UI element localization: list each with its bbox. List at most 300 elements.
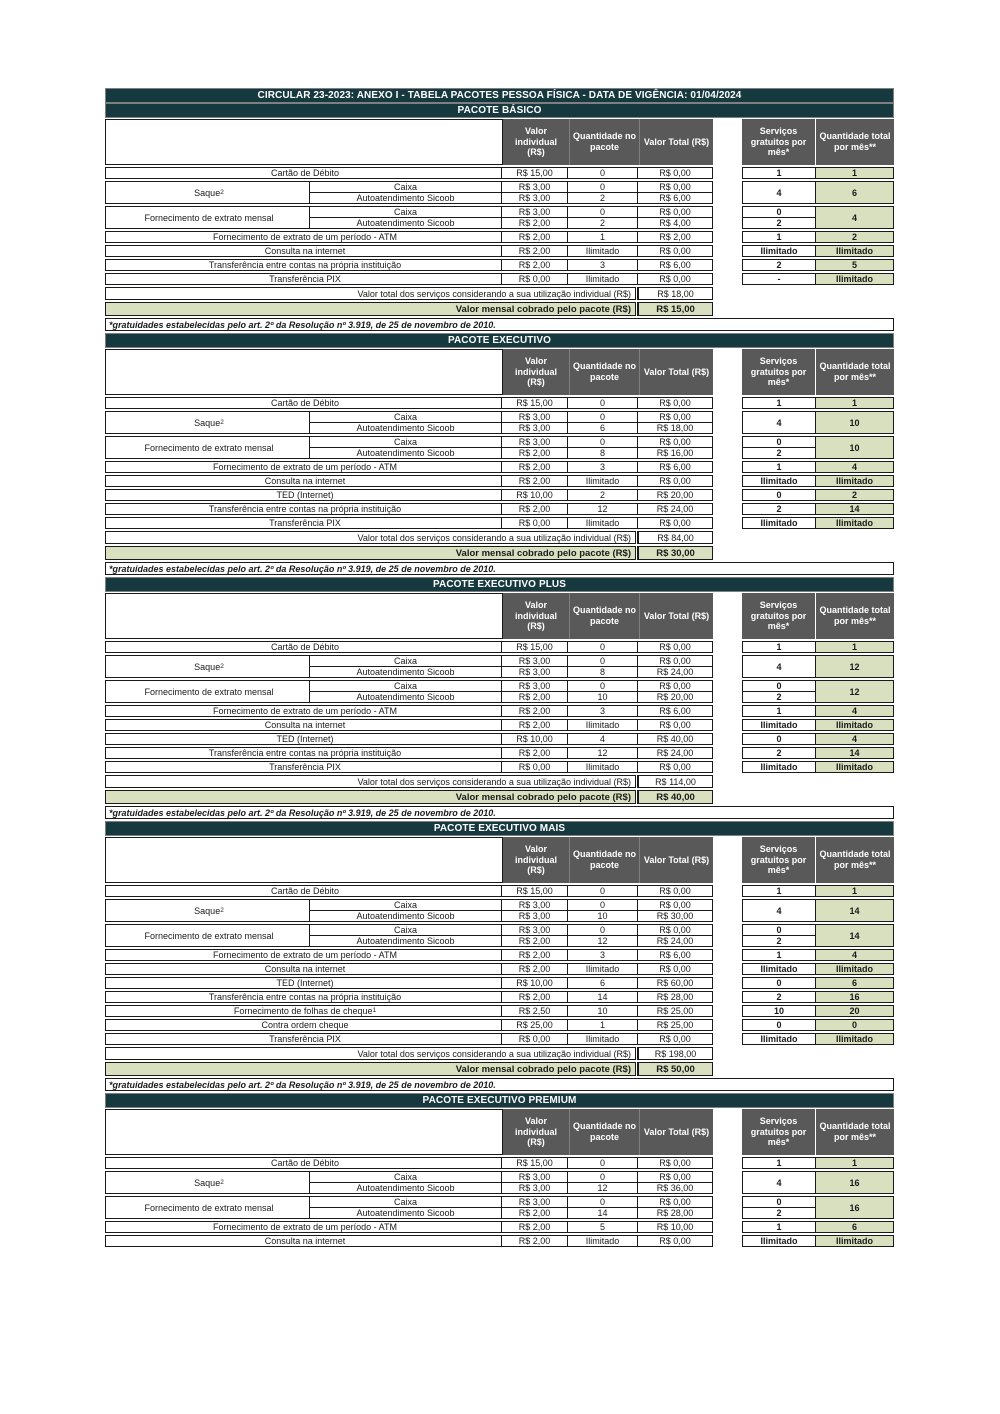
header-gap <box>713 119 742 165</box>
free-services-cell: Ilimitado <box>760 518 798 528</box>
valor-individual-cell: R$ 2,50 <box>502 1006 568 1016</box>
free-services-cell: 2 <box>743 447 815 458</box>
service-name-cell: Transferência PIX <box>106 274 502 284</box>
free-services-box <box>742 991 894 1003</box>
valor-total-cell: R$ 10,00 <box>656 1222 694 1232</box>
month-total-cell: 16 <box>816 1197 893 1218</box>
quantidade-cell: 10 <box>568 1006 638 1016</box>
column-header-row <box>105 349 894 395</box>
free-services-column <box>743 978 816 988</box>
valor-individual-cell: R$ 2,00 <box>502 992 568 1002</box>
sub-rows <box>502 950 712 960</box>
sub-row <box>310 437 712 447</box>
month-total-cell: 4 <box>816 734 893 744</box>
row-gap <box>713 641 742 653</box>
sub-service-cell: Autoatendimento Sicoob <box>310 423 502 433</box>
total-services-value: R$ 18,00 <box>637 287 713 300</box>
package-section <box>105 333 894 575</box>
sub-row <box>310 900 712 910</box>
service-name-cell: Fornecimento de extrato de um período - ATM <box>106 706 502 716</box>
free-services-box <box>742 1171 894 1194</box>
quantidade-cell: 3 <box>568 260 638 270</box>
sub-rows <box>502 734 712 744</box>
valor-individual-cell: R$ 2,00 <box>502 692 568 702</box>
header-valor-individual: Valor individual (R$) <box>514 125 557 158</box>
sub-row <box>502 734 712 744</box>
footnote: *gratuidades estabelecidas pelo art. 2º da Resolução nº 3.919, de 25 de novembro de 2010. <box>105 806 894 819</box>
sub-row <box>310 412 712 422</box>
service-main-box <box>105 259 713 271</box>
quantidade-cell: 0 <box>568 398 638 408</box>
month-total-cell: Ilimitado <box>816 1236 893 1246</box>
service-name-cell: Transferência entre contas na própria instituição <box>106 260 502 270</box>
service-name-cell: Fornecimento de extrato de um período - ATM <box>106 462 502 472</box>
service-row <box>105 503 894 515</box>
valor-individual-cell: R$ 10,00 <box>502 978 568 988</box>
free-services-cell: 4 <box>776 187 782 198</box>
row-gap <box>713 1157 742 1169</box>
valor-individual-cell: R$ 3,00 <box>502 193 568 203</box>
month-total-cell: Ilimitado <box>816 274 893 284</box>
valor-total-cell: R$ 20,00 <box>656 490 694 500</box>
month-total-cell: 4 <box>816 207 893 228</box>
sub-service-cell: Autoatendimento Sicoob <box>310 911 502 921</box>
service-name-cell: Fornecimento de extrato de um período - ATM <box>106 1222 502 1232</box>
month-total-cell: 4 <box>816 706 893 716</box>
sub-row <box>502 1006 712 1016</box>
service-name-cell: Cartão de Débito <box>106 642 502 652</box>
sub-service-cell: Caixa <box>310 656 502 666</box>
service-main-box <box>105 231 713 243</box>
header-valor-total: Valor Total (R$) <box>639 119 713 165</box>
valor-total-cell: R$ 24,00 <box>656 936 694 946</box>
valor-total-cell: R$ 0,00 <box>659 642 691 652</box>
header-right-group <box>742 837 894 883</box>
header-left-spacer <box>105 593 503 639</box>
service-row <box>105 719 894 731</box>
service-row <box>105 206 894 229</box>
valor-individual-cell: R$ 3,00 <box>502 681 568 691</box>
valor-individual-cell: R$ 2,00 <box>502 1236 568 1246</box>
quantidade-cell: 1 <box>568 232 638 242</box>
header-servicos-gratuitos: Serviços gratuitos por mês* <box>750 599 807 632</box>
valor-individual-cell: R$ 10,00 <box>502 734 568 744</box>
free-services-cell: Ilimitado <box>760 964 798 974</box>
free-services-box <box>742 1221 894 1233</box>
sub-service-cell: Autoatendimento Sicoob <box>310 448 502 458</box>
free-services-cell: 0 <box>776 437 782 447</box>
valor-individual-cell: R$ 0,00 <box>502 518 568 528</box>
valor-total-cell: R$ 0,00 <box>659 437 691 447</box>
free-services-cell: 2 <box>776 504 782 514</box>
free-services-cell: 4 <box>776 661 782 672</box>
header-quantidade-pacote: Quantidade no pacote <box>569 349 639 395</box>
sub-rows <box>502 246 712 256</box>
service-main-box <box>105 885 713 897</box>
monthly-fee-value: R$ 30,00 <box>637 546 713 560</box>
valor-individual-cell: R$ 3,00 <box>502 667 568 677</box>
free-services-cell: 2 <box>776 992 782 1002</box>
valor-individual-cell: R$ 2,00 <box>502 1222 568 1232</box>
month-total-cell: 1 <box>816 168 893 178</box>
column-header-row <box>105 119 894 165</box>
service-name-cell: Cartão de Débito <box>106 398 502 408</box>
sub-rows <box>502 260 712 270</box>
package-section <box>105 577 894 819</box>
header-left-spacer <box>105 119 503 165</box>
quantidade-cell: 12 <box>568 504 638 514</box>
quantidade-cell: Ilimitado <box>568 274 638 284</box>
service-row <box>105 245 894 257</box>
quantidade-cell: 0 <box>568 886 638 896</box>
month-total-cell: 1 <box>816 642 893 652</box>
row-gap <box>713 273 742 285</box>
free-services-box <box>742 924 894 947</box>
header-main-group <box>503 119 713 165</box>
service-main-box <box>105 1019 713 1031</box>
valor-total-cell: R$ 0,00 <box>659 1197 691 1207</box>
quantidade-cell: 0 <box>568 1172 638 1182</box>
month-total-cell: Ilimitado <box>816 246 893 256</box>
valor-individual-cell: R$ 2,00 <box>502 218 568 228</box>
sub-rows <box>502 274 712 284</box>
quantidade-cell: Ilimitado <box>568 720 638 730</box>
free-services-box <box>742 245 894 257</box>
free-services-column <box>743 246 816 256</box>
free-services-column <box>743 412 816 433</box>
sub-rows <box>502 978 712 988</box>
sub-rows <box>502 720 712 730</box>
free-services-column <box>743 925 816 946</box>
free-services-cell: Ilimitado <box>760 1034 798 1044</box>
month-total-cell: Ilimitado <box>816 762 893 772</box>
valor-individual-cell: R$ 2,00 <box>502 706 568 716</box>
monthly-fee-row <box>105 302 894 316</box>
header-gap <box>713 593 742 639</box>
service-row <box>105 1005 894 1017</box>
header-main-group <box>503 1109 713 1155</box>
free-services-cell: 1 <box>776 1158 782 1168</box>
service-name-cell: Contra ordem cheque <box>106 1020 502 1030</box>
free-services-cell: 1 <box>776 706 782 716</box>
sub-service-cell: Autoatendimento Sicoob <box>310 1208 502 1218</box>
service-row <box>105 1171 894 1194</box>
row-gap <box>713 977 742 989</box>
quantidade-cell: 14 <box>568 1208 638 1218</box>
free-services-box <box>742 273 894 285</box>
header-quantidade-pacote: Quantidade no pacote <box>569 837 639 883</box>
sub-row <box>502 1236 712 1246</box>
column-header-row <box>105 593 894 639</box>
free-services-cell: 4 <box>776 417 782 428</box>
quantidade-cell: Ilimitado <box>568 246 638 256</box>
valor-individual-cell: R$ 15,00 <box>502 1158 568 1168</box>
quantidade-cell: 10 <box>568 911 638 921</box>
valor-individual-cell: R$ 3,00 <box>502 925 568 935</box>
sub-rows <box>502 518 712 528</box>
sub-row <box>502 260 712 270</box>
free-services-column <box>743 681 816 702</box>
row-gap <box>713 1033 742 1045</box>
valor-individual-cell: R$ 3,00 <box>502 911 568 921</box>
service-name-cell: Fornecimento de extrato de um período - ATM <box>106 232 502 242</box>
valor-total-cell: R$ 0,00 <box>659 964 691 974</box>
month-total-cell: 4 <box>816 462 893 472</box>
service-main-box <box>105 1157 713 1169</box>
sub-row <box>502 950 712 960</box>
quantidade-cell: 0 <box>568 437 638 447</box>
free-services-column <box>743 1172 816 1193</box>
header-valor-individual: Valor individual (R$) <box>514 843 557 876</box>
free-services-box <box>742 475 894 487</box>
free-services-box <box>742 503 894 515</box>
free-services-column <box>743 504 816 514</box>
service-name-cell: Fornecimento de folhas de cheque 1 <box>106 1006 502 1016</box>
month-total-cell: Ilimitado <box>816 720 893 730</box>
sub-row <box>310 422 712 433</box>
monthly-fee-row <box>105 1062 894 1076</box>
free-services-box <box>742 1019 894 1031</box>
column-header-row <box>105 1109 894 1155</box>
sub-rows <box>502 490 712 500</box>
service-main-box <box>105 747 713 759</box>
quantidade-cell: 0 <box>568 1158 638 1168</box>
service-main-box <box>105 475 713 487</box>
header-quantidade-pacote: Quantidade no pacote <box>569 1109 639 1155</box>
sub-row <box>502 504 712 514</box>
valor-total-cell: R$ 40,00 <box>656 734 694 744</box>
header-right-group <box>742 593 894 639</box>
service-row <box>105 963 894 975</box>
sub-row <box>310 666 712 677</box>
free-services-column <box>743 720 816 730</box>
sub-service-cell: Caixa <box>310 1172 502 1182</box>
valor-individual-cell: R$ 3,00 <box>502 182 568 192</box>
free-services-box <box>742 489 894 501</box>
free-services-box <box>742 436 894 459</box>
free-services-column <box>743 518 816 528</box>
service-row <box>105 991 894 1003</box>
service-main-box <box>105 977 713 989</box>
sub-row <box>502 1034 712 1044</box>
free-services-box <box>742 963 894 975</box>
sub-row <box>310 1172 712 1182</box>
quantidade-cell: 0 <box>568 168 638 178</box>
month-total-cell: 16 <box>816 1172 893 1193</box>
package-title-band: PACOTE EXECUTIVO MAIS <box>105 821 894 836</box>
free-services-box <box>742 641 894 653</box>
free-services-box <box>742 259 894 271</box>
valor-individual-cell: R$ 15,00 <box>502 168 568 178</box>
service-row <box>105 733 894 745</box>
row-gap <box>713 1171 742 1194</box>
header-valor-individual: Valor individual (R$) <box>514 599 557 632</box>
quantidade-cell: 14 <box>568 992 638 1002</box>
service-row <box>105 259 894 271</box>
service-main-box <box>105 1171 713 1194</box>
free-services-cell: 0 <box>776 1020 782 1030</box>
month-total-cell: 4 <box>816 950 893 960</box>
service-name-cell: Fornecimento de extrato de um período - ATM <box>106 950 502 960</box>
package-title-band: PACOTE EXECUTIVO <box>105 333 894 348</box>
free-services-box <box>742 231 894 243</box>
header-quantidade-total: Quantidade total por mês** <box>815 593 894 639</box>
service-main-box <box>105 641 713 653</box>
service-name-cell: Saque 2 <box>106 656 310 677</box>
row-gap <box>713 991 742 1003</box>
valor-total-cell: R$ 24,00 <box>656 748 694 758</box>
monthly-fee-label: Valor mensal cobrado pelo pacote (R$) <box>105 790 636 804</box>
service-row <box>105 273 894 285</box>
service-name-cell: Transferência PIX <box>106 762 502 772</box>
free-services-cell: 1 <box>776 232 782 242</box>
row-gap <box>713 705 742 717</box>
sub-row <box>310 1197 712 1207</box>
service-row <box>105 517 894 529</box>
sub-row <box>310 182 712 192</box>
valor-individual-cell: R$ 25,00 <box>502 1020 568 1030</box>
free-services-column <box>743 1034 816 1044</box>
service-name-cell: Saque 2 <box>106 1172 310 1193</box>
sub-service-cell: Caixa <box>310 900 502 910</box>
service-main-box <box>105 705 713 717</box>
sub-rows <box>310 207 712 228</box>
service-row <box>105 761 894 773</box>
free-services-cell: 1 <box>776 886 782 896</box>
service-main-box <box>105 733 713 745</box>
free-services-cell: 1 <box>776 398 782 408</box>
quantidade-cell: 0 <box>568 207 638 217</box>
free-services-box <box>742 181 894 204</box>
header-valor-total: Valor Total (R$) <box>639 593 713 639</box>
service-name-cell: Fornecimento de extrato mensal <box>106 1197 310 1218</box>
sub-row <box>310 1182 712 1193</box>
free-services-column <box>743 1197 816 1218</box>
month-total-cell: 14 <box>816 925 893 946</box>
free-services-cell: 1 <box>776 168 782 178</box>
free-services-cell: 2 <box>743 935 815 946</box>
sub-service-cell: Caixa <box>310 1197 502 1207</box>
packages-container <box>105 103 894 1247</box>
free-services-box <box>742 680 894 703</box>
monthly-fee-row <box>105 790 894 804</box>
sub-rows <box>502 476 712 486</box>
monthly-fee-label: Valor mensal cobrado pelo pacote (R$) <box>105 1062 636 1076</box>
quantidade-cell: 5 <box>568 1222 638 1232</box>
month-total-cell: 6 <box>816 978 893 988</box>
quantidade-cell: 12 <box>568 936 638 946</box>
header-servicos-gratuitos: Serviços gratuitos por mês* <box>750 125 807 158</box>
free-services-column <box>743 762 816 772</box>
sub-rows <box>502 398 712 408</box>
service-row <box>105 489 894 501</box>
month-total-cell: 10 <box>816 437 893 458</box>
service-name-cell: Fornecimento de extrato mensal <box>106 207 310 228</box>
sub-row <box>502 1158 712 1168</box>
free-services-column <box>743 274 816 284</box>
service-name-cell: TED (Internet) <box>106 734 502 744</box>
valor-total-cell: R$ 0,00 <box>659 1034 691 1044</box>
header-quantidade-total: Quantidade total por mês** <box>815 837 894 883</box>
header-gap <box>713 349 742 395</box>
free-services-box <box>742 1157 894 1169</box>
quantidade-cell: 3 <box>568 706 638 716</box>
total-services-row <box>105 1047 894 1060</box>
free-services-box <box>742 705 894 717</box>
service-row <box>105 167 894 179</box>
header-quantidade-pacote: Quantidade no pacote <box>569 119 639 165</box>
quantidade-cell: 6 <box>568 423 638 433</box>
quantidade-cell: 4 <box>568 734 638 744</box>
sub-rows <box>502 232 712 242</box>
sub-row <box>502 462 712 472</box>
quantidade-cell: Ilimitado <box>568 964 638 974</box>
free-services-box <box>742 206 894 229</box>
valor-total-cell: R$ 0,00 <box>659 886 691 896</box>
free-services-cell: 0 <box>776 490 782 500</box>
package-title-band: PACOTE EXECUTIVO PLUS <box>105 577 894 592</box>
valor-total-cell: R$ 0,00 <box>659 518 691 528</box>
package-section <box>105 821 894 1091</box>
free-services-cell: 2 <box>743 217 815 228</box>
header-valor-individual: Valor individual (R$) <box>514 1115 557 1148</box>
sub-row <box>310 207 712 217</box>
free-services-box <box>742 885 894 897</box>
free-services-box <box>742 167 894 179</box>
header-main-group <box>503 593 713 639</box>
month-total-cell: 12 <box>816 681 893 702</box>
quantidade-cell: Ilimitado <box>568 1236 638 1246</box>
month-total-cell: 5 <box>816 260 893 270</box>
free-services-column <box>743 992 816 1002</box>
service-main-box <box>105 206 713 229</box>
valor-total-cell: R$ 28,00 <box>656 1208 694 1218</box>
header-left-spacer <box>105 1109 503 1155</box>
header-valor-total: Valor Total (R$) <box>639 349 713 395</box>
free-services-box <box>742 761 894 773</box>
header-left-spacer <box>105 837 503 883</box>
service-name-cell: Consulta na internet <box>106 720 502 730</box>
month-total-cell: 14 <box>816 748 893 758</box>
sub-rows <box>502 964 712 974</box>
valor-total-cell: R$ 0,00 <box>659 1236 691 1246</box>
monthly-fee-row <box>105 546 894 560</box>
valor-total-cell: R$ 0,00 <box>659 656 691 666</box>
valor-total-cell: R$ 0,00 <box>659 274 691 284</box>
free-services-cell: 2 <box>743 1207 815 1218</box>
sub-rows <box>310 412 712 433</box>
sub-rows <box>310 182 712 203</box>
service-main-box <box>105 949 713 961</box>
quantidade-cell: 2 <box>568 218 638 228</box>
free-services-cell: 1 <box>776 642 782 652</box>
service-row <box>105 924 894 947</box>
row-gap <box>713 719 742 731</box>
quantidade-cell: 12 <box>568 748 638 758</box>
service-row <box>105 181 894 204</box>
sub-service-cell: Autoatendimento Sicoob <box>310 218 502 228</box>
valor-individual-cell: R$ 3,00 <box>502 207 568 217</box>
service-name-cell: Cartão de Débito <box>106 886 502 896</box>
sub-service-cell: Caixa <box>310 681 502 691</box>
service-name-cell: Transferência entre contas na própria instituição <box>106 504 502 514</box>
service-main-box <box>105 963 713 975</box>
service-main-box <box>105 1221 713 1233</box>
service-row <box>105 461 894 473</box>
free-services-column <box>743 260 816 270</box>
valor-total-cell: R$ 0,00 <box>659 476 691 486</box>
free-services-cell: 10 <box>773 1006 784 1016</box>
